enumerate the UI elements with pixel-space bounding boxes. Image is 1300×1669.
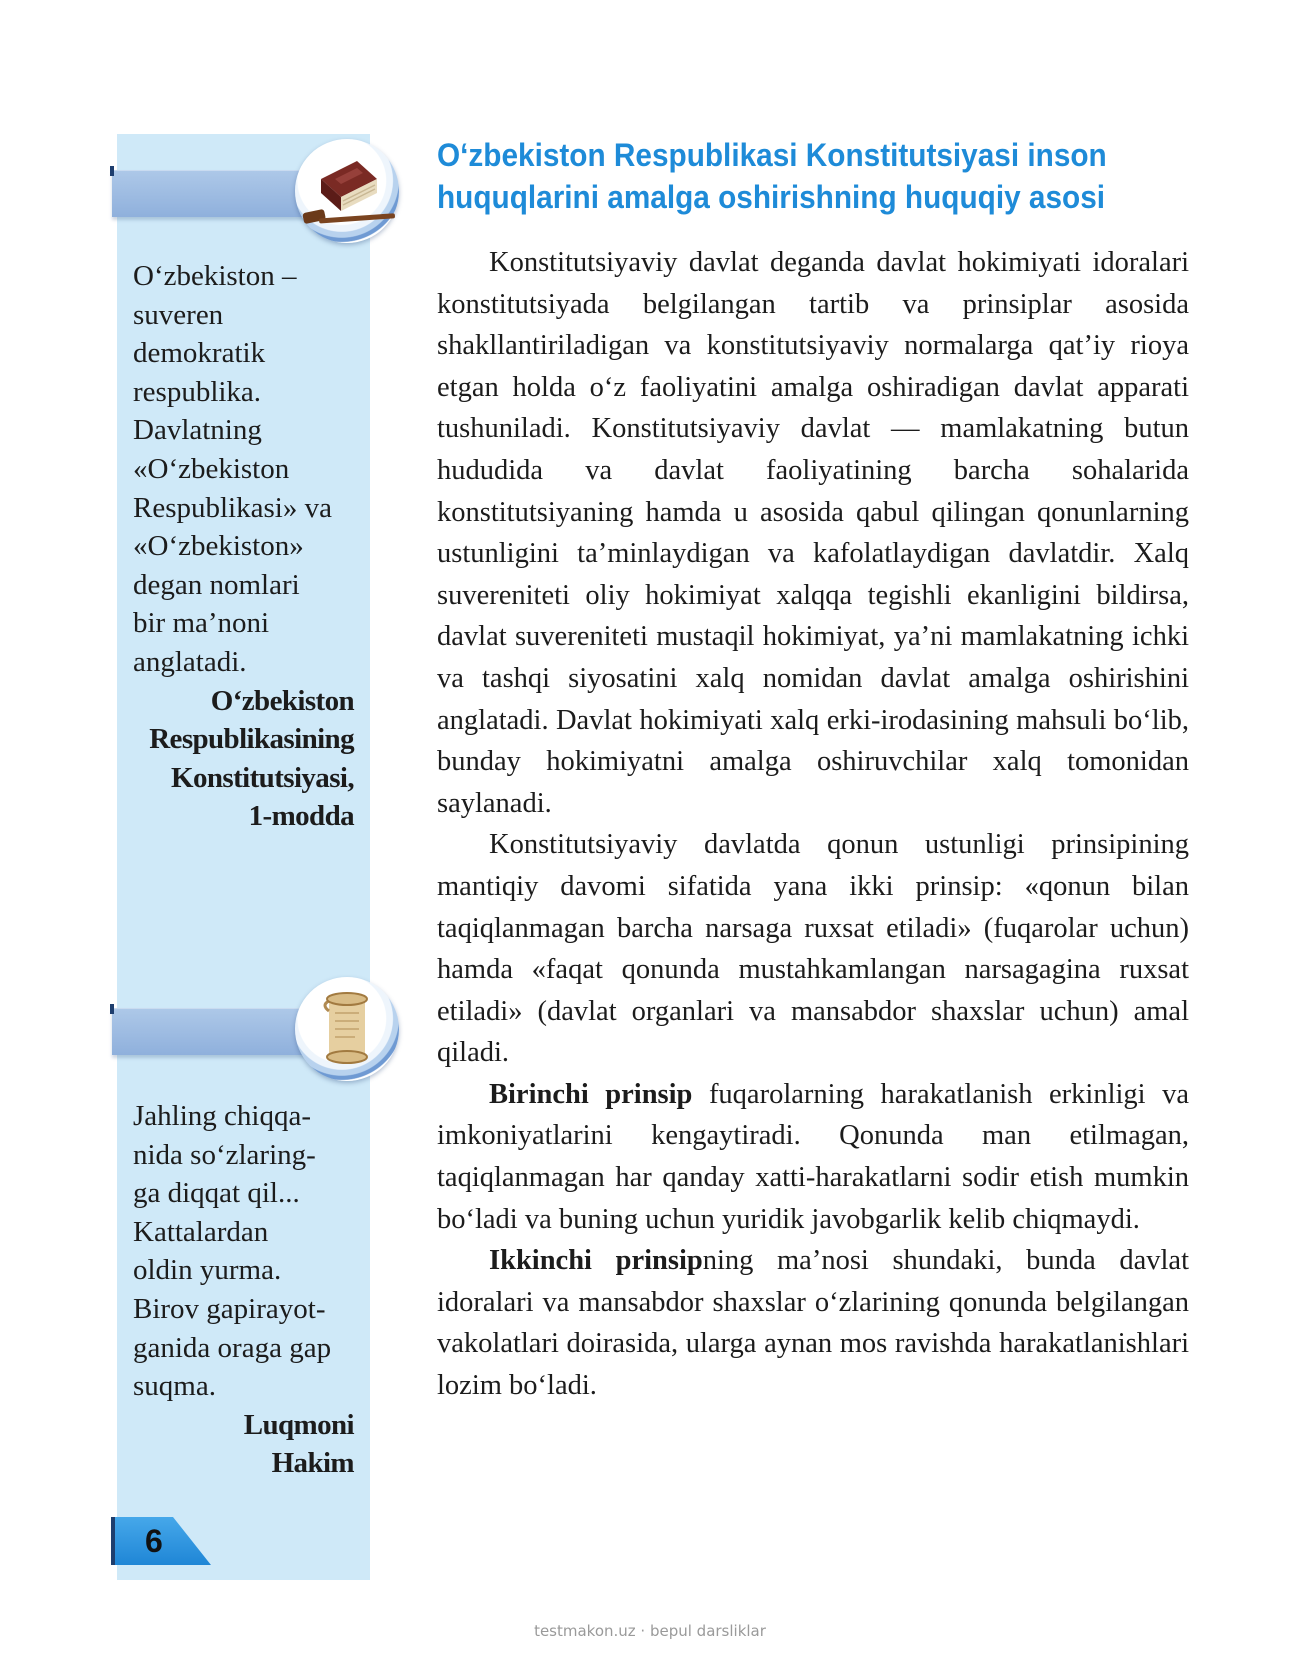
note-line: anglatadi. [133, 645, 247, 678]
paragraph-text: ning ma’nosi shundaki, bunda davlat idoralari va mansabdor shaxslar o‘zlarining qonunda belgilangan vakolatlari doirasida, ularga aynan mos ravishda harakatlanishlari lozim bo‘ladi. [437, 1245, 1190, 1402]
note-line: «O‘zbekiston» [133, 530, 304, 563]
scroll-icon [295, 977, 399, 1081]
note-line: nida so‘zlaring- [133, 1138, 316, 1171]
paragraph-4 [437, 1240, 1189, 1406]
note-source-line: Konstitutsiyasi, [171, 761, 354, 794]
footer-watermark: testmakon.uz · bepul darsliklar [534, 1622, 766, 1640]
heading-line: O‘zbekiston Respublikasi Konstitutsiyasi inson [437, 137, 1107, 173]
bold-term: Birinchi prinsip [489, 1078, 693, 1110]
note-line: O‘zbekiston – [133, 260, 297, 292]
section-heading [437, 134, 1162, 218]
note-source-line: Hakim [271, 1447, 354, 1480]
note-line: Davlatning [133, 414, 262, 447]
note-line: demokratik [133, 337, 266, 370]
sidebar-note-proverb [133, 1097, 354, 1483]
note-line: degan nomlari [133, 568, 300, 601]
note-line: Respublikasi» va [133, 491, 332, 524]
note-line: suveren [133, 298, 224, 331]
note-source-line: Respublikasining [149, 723, 354, 756]
note-line: ga diqqat qil... [133, 1177, 300, 1210]
body-text [437, 242, 1189, 1407]
note-line: «O‘zbekiston [133, 452, 290, 485]
page-number: 6 [145, 1523, 163, 1559]
bold-term: Ikkinchi prinsip [489, 1245, 703, 1277]
paragraph-1: Konstitutsiyaviy davlat deganda davlat hokimiyati idoralari konstitutsiyada belgilangan tartib va prinsiplar asosida shakllantiriladigan va konstitutsiyaviy normalarga qat’iy rioya etgan holda o‘z faoliyatini amalga oshiradigan davlat apparati tushuniladi. Konstitutsiyaviy davlat — mamlakatning butun hududida va davlat faoliyatining barcha sohalarida konstitutsiyaning hamda u asosida qabul qilingan qonunlarning ustunligini ta’minlaydigan va kafolatlaydigan davlatdir. Xalq suvereniteti oliy hokimiyat xalqqa tegishli ekanligini bildirsa, davlat suvereniteti mustaqil hokimiyat, ya’ni mamlakatning ichki va tashqi siyosatini xalq nomidan davlat amalga oshirishini anglatadi. Davlat hokimiyati xalq erki-irodasining mahsuli bo‘lib, bunday hokimiyatni amalga oshiruvchilar xalq tomonidan saylanadi. [437, 247, 1189, 819]
paragraph-text: fuqarolarning harakatlanish erkinligi va imkoniyatlarini kengaytiradi. Qonunda man etilmagan, taqiqlanmagan har qanday xatti-harakatlarni sodir etish mumkin bo‘ladi va buning uchun yuridik javobgarlik kelib chiqmaydi. [437, 1078, 1189, 1235]
paragraph-3 [437, 1074, 1189, 1240]
note-line: oldin yurma. [133, 1254, 282, 1287]
note-line: Jahling chiqqa- [133, 1100, 311, 1132]
note-line: respublika. [133, 375, 262, 408]
note-line: bir ma’noni [133, 607, 270, 640]
note-line: ganida oraga gap [133, 1331, 332, 1364]
paragraph-2: Konstitutsiyaviy davlatda qonun ustunligi prinsipining mantiqiy davomi sifatida yana ikki prinsip: «qonun bilan taqiqlanmagan barcha narsaga ruxsat etiladi» (fuqarolar uchun) hamda «faqat qonunda mustahkamlangan narsagagina ruxsat etiladi» (davlat organlari va mansabdor shaxslar uchun) amal qiladi. [437, 829, 1189, 1069]
note-line: Kattalardan [133, 1215, 269, 1248]
note-source-line: 1-modda [248, 800, 354, 833]
heading-line: huquqlarini amalga oshirishning huquqiy asosi [437, 179, 1106, 215]
sidebar-note-constitution [133, 257, 354, 836]
note-line: suqma. [133, 1370, 216, 1403]
book-gavel-icon [295, 139, 399, 243]
note-source-line: Luqmoni [243, 1408, 354, 1441]
note-line: Birov gapirayot- [133, 1292, 326, 1325]
note-source-line: O‘zbekiston [210, 684, 354, 717]
